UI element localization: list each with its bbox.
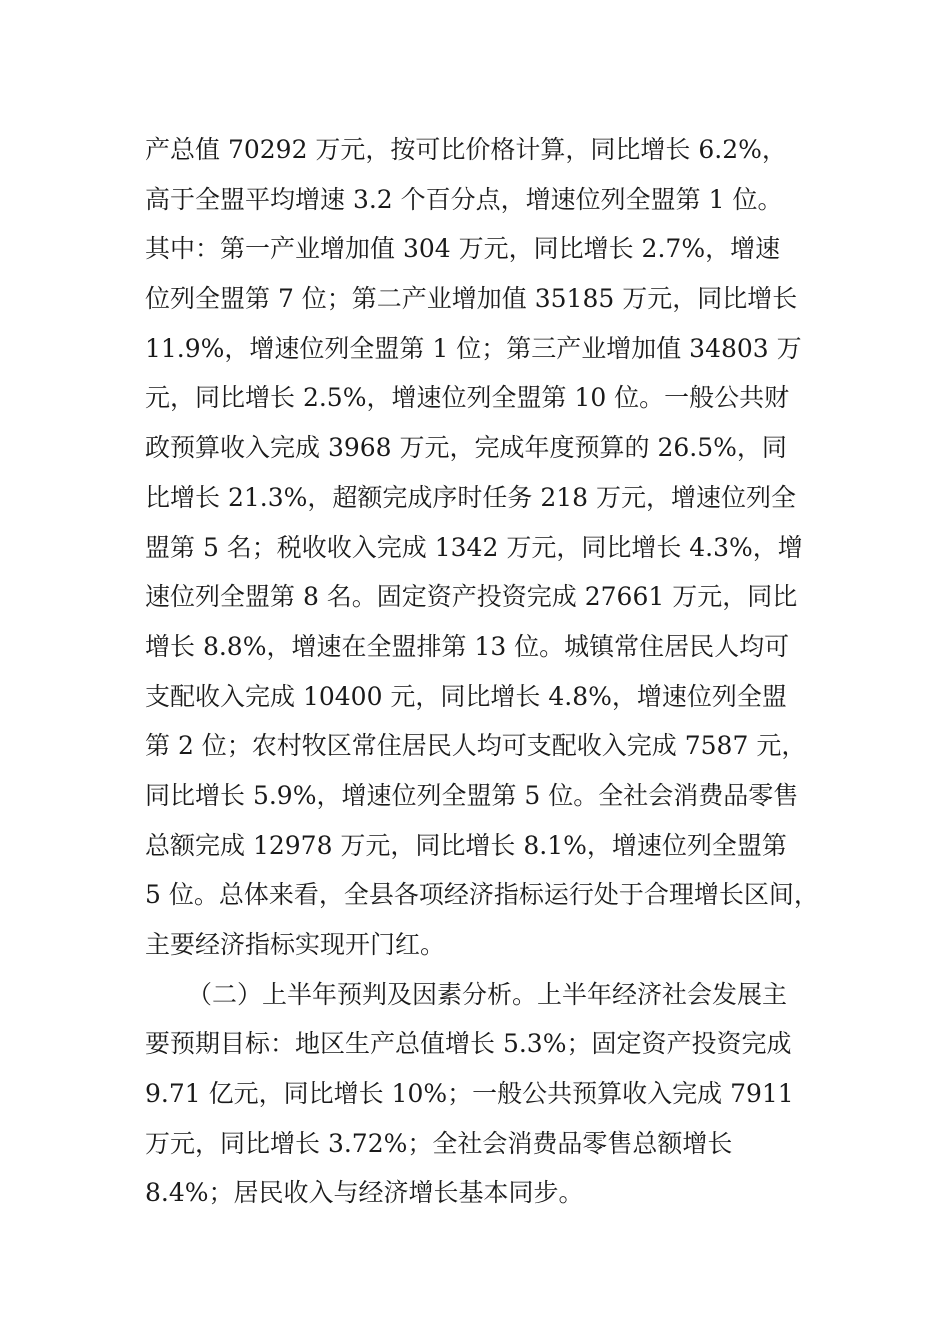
- text-line-7: 政预算收入完成 3968 万元，完成年度预算的 26.5%，同: [145, 433, 787, 463]
- body-text: [145, 125, 819, 1218]
- text-line-1: 产总值 70292 万元，按可比价格计算，同比增长 6.2%，: [145, 135, 787, 164]
- section-heading-line: （二）上半年预判及因素分析。上半年经济社会发展主: [187, 979, 788, 1009]
- text-line-4: 位列全盟第 7 位；第二产业增加值 35185 万元，同比增长: [145, 284, 798, 314]
- text-line-20: 9.71 亿元，同比增长 10%；一般公共预算收入完成 7911: [145, 1079, 794, 1109]
- text-line-10: 速位列全盟第 8 名。固定资产投资完成 27661 万元，同比: [145, 582, 798, 612]
- text-line-9: 盟第 5 名；税收收入完成 1342 万元，同比增长 4.3%，增: [145, 532, 803, 562]
- text-line-12: 支配收入完成 10400 元，同比增长 4.8%，增速位列全盟: [145, 681, 787, 711]
- text-line-17: 主要经济指标实现开门红。: [145, 930, 446, 959]
- text-line-6: 元，同比增长 2.5%，增速位列全盟第 10 位。一般公共财: [145, 383, 790, 413]
- text-line-22: 8.4%；居民收入与经济增长基本同步。: [145, 1178, 584, 1208]
- text-line-2: 高于全盟平均增速 3.2 个百分点，增速位列全盟第 1 位。: [145, 184, 783, 214]
- text-line-15: 总额完成 12978 万元，同比增长 8.1%，增速位列全盟第: [145, 830, 787, 860]
- text-line-5: 11.9%，增速位列全盟第 1 位；第三产业增加值 34803 万: [145, 333, 802, 363]
- text-line-19: 要预期目标：地区生产总值增长 5.3%；固定资产投资完成: [145, 1029, 792, 1059]
- text-line-16: 5 位。总体来看，全县各项经济指标运行处于合理增长区间，: [145, 880, 819, 910]
- text-line-21: 万元，同比增长 3.72%；全社会消费品零售总额增长: [145, 1128, 733, 1158]
- text-line-3: 其中：第一产业增加值 304 万元，同比增长 2.7%，增速: [145, 234, 781, 264]
- text-line-14: 同比增长 5.9%，增速位列全盟第 5 位。全社会消费品零售: [145, 780, 799, 810]
- text-line-13: 第 2 位；农村牧区常住居民人均可支配收入完成 7587 元，: [145, 731, 807, 761]
- text-line-11: 增长 8.8%，增速在全盟排第 13 位。城镇常住居民人均可: [145, 631, 790, 661]
- text-line-8: 比增长 21.3%，超额完成序时任务 218 万元，增速位列全: [145, 482, 796, 512]
